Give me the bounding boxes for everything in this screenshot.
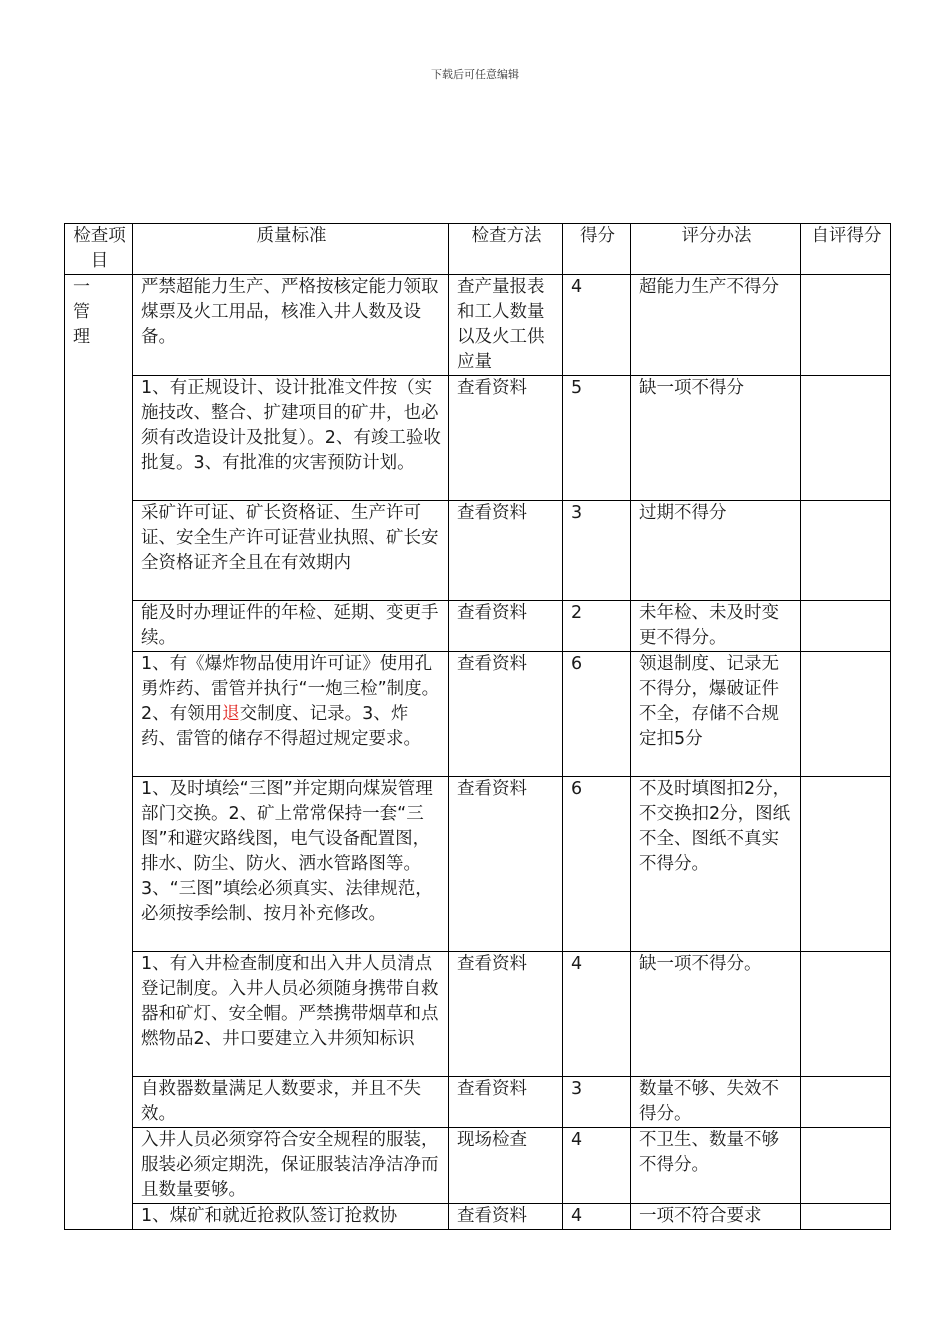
check-method-cell: 现场检查 — [449, 1128, 563, 1204]
quality-standard-cell: 1、及时填绘“三图”并定期向煤炭管理部门交换。2、矿上常常保持一套“三图”和避灾路线图，电气设备配置图，排水、防尘、防火、洒水管路图等。3、“三图”填绘必须真实、法律规范，必须按季绘制、按月补充修改。 — [133, 777, 449, 952]
score-cell: 4 — [563, 275, 631, 376]
check-method-cell: 查看资料 — [449, 601, 563, 652]
scoring-rule-cell: 超能力生产不得分 — [631, 275, 801, 376]
score-cell: 4 — [563, 1128, 631, 1204]
scoring-rule-cell: 一项不符合要求 — [631, 1204, 801, 1230]
standard-text-part: 交制度、记录。3、炸药、雷管的储存不得超过规定要求。 — [141, 704, 421, 749]
table-row — [65, 1128, 891, 1204]
scoring-rule-cell: 缺一项不得分 — [631, 376, 801, 501]
table-row — [65, 1077, 891, 1128]
score-cell: 2 — [563, 601, 631, 652]
quality-standard-cell: 1、煤矿和就近抢救队签订抢救协 — [133, 1204, 449, 1230]
self-score-cell[interactable] — [801, 652, 891, 777]
scoring-rule-cell: 过期不得分 — [631, 501, 801, 601]
self-score-cell[interactable] — [801, 777, 891, 952]
score-cell: 3 — [563, 501, 631, 601]
quality-standard-cell: 严禁超能力生产、严格按核定能力领取煤票及火工用品，核准入井人数及设备。 — [133, 275, 449, 376]
self-score-cell[interactable] — [801, 376, 891, 501]
header-quality-standard: 质量标准 — [133, 224, 449, 275]
category-cell — [65, 275, 133, 1230]
table-row — [65, 652, 891, 777]
score-cell: 4 — [563, 952, 631, 1077]
table-row — [65, 952, 891, 1077]
table-header-row — [65, 224, 891, 275]
category-label: 一管理 — [73, 277, 90, 347]
header-score: 得分 — [563, 224, 631, 275]
quality-standard-cell: 能及时办理证件的年检、延期、变更手续。 — [133, 601, 449, 652]
score-cell: 3 — [563, 1077, 631, 1128]
check-method-cell: 查看资料 — [449, 652, 563, 777]
score-cell: 4 — [563, 1204, 631, 1230]
table-row — [65, 601, 891, 652]
table-row — [65, 777, 891, 952]
scoring-rule-cell: 不及时填图扣2分，不交换扣2分，图纸不全、图纸不真实不得分。 — [631, 777, 801, 952]
quality-standard-cell: 自救器数量满足人数要求，并且不失效。 — [133, 1077, 449, 1128]
check-method-cell: 查看资料 — [449, 1204, 563, 1230]
check-method-cell: 查看资料 — [449, 777, 563, 952]
self-score-cell[interactable] — [801, 501, 891, 601]
page-header-note: 下载后可任意编辑 — [431, 68, 519, 81]
self-score-cell[interactable] — [801, 1204, 891, 1230]
check-method-cell: 查看资料 — [449, 1077, 563, 1128]
score-cell: 6 — [563, 777, 631, 952]
quality-standard-cell — [133, 652, 449, 777]
standard-text-part: 1、有《爆炸物品使用许可证》使用孔勇炸药、雷管并执行“一炮三检”制度。2、有领用 — [141, 654, 440, 724]
self-score-cell[interactable] — [801, 275, 891, 376]
self-score-cell[interactable] — [801, 601, 891, 652]
check-method-cell: 查看资料 — [449, 952, 563, 1077]
table-row — [65, 376, 891, 501]
scoring-rule-cell: 未年检、未及时变更不得分。 — [631, 601, 801, 652]
score-cell: 5 — [563, 376, 631, 501]
inspection-score-table — [64, 223, 891, 1230]
quality-standard-cell: 入井人员必须穿符合安全规程的服装，服装必须定期洗，保证服装洁净洁净而且数量要够。 — [133, 1128, 449, 1204]
check-method-cell: 查看资料 — [449, 501, 563, 601]
header-scoring-rule: 评分办法 — [631, 224, 801, 275]
check-method-cell: 查看资料 — [449, 376, 563, 501]
quality-standard-cell: 1、有正规设计、设计批准文件按（实施技改、整合、扩建项目的矿井，也必须有改造设计及批复）。2、有竣工验收批复。3、有批准的灾害预防计划。 — [133, 376, 449, 501]
self-score-cell[interactable] — [801, 1128, 891, 1204]
scoring-rule-cell: 数量不够、失效不得分。 — [631, 1077, 801, 1128]
header-check-item: 检查项目 — [65, 224, 133, 275]
quality-standard-cell: 1、有入井检查制度和出入井人员清点登记制度。入井人员必须随身携带自救器和矿灯、安全帽。严禁携带烟草和点燃物品2、井口要建立入井须知标识 — [133, 952, 449, 1077]
header-self-score: 自评得分 — [801, 224, 891, 275]
header-check-method: 检查方法 — [449, 224, 563, 275]
highlighted-char: 退 — [222, 704, 240, 724]
table-row — [65, 275, 891, 376]
self-score-cell[interactable] — [801, 952, 891, 1077]
self-score-cell[interactable] — [801, 1077, 891, 1128]
table-row — [65, 1204, 891, 1230]
quality-standard-cell: 采矿许可证、矿长资格证、生产许可证、安全生产许可证营业执照、矿长安全资格证齐全且在有效期内 — [133, 501, 449, 601]
scoring-rule-cell: 缺一项不得分。 — [631, 952, 801, 1077]
scoring-rule-cell: 领退制度、记录无不得分，爆破证件不全，存储不合规定扣5分 — [631, 652, 801, 777]
scoring-rule-cell: 不卫生、数量不够不得分。 — [631, 1128, 801, 1204]
check-method-cell: 查产量报表和工人数量以及火工供应量 — [449, 275, 563, 376]
score-cell: 6 — [563, 652, 631, 777]
table-row — [65, 501, 891, 601]
